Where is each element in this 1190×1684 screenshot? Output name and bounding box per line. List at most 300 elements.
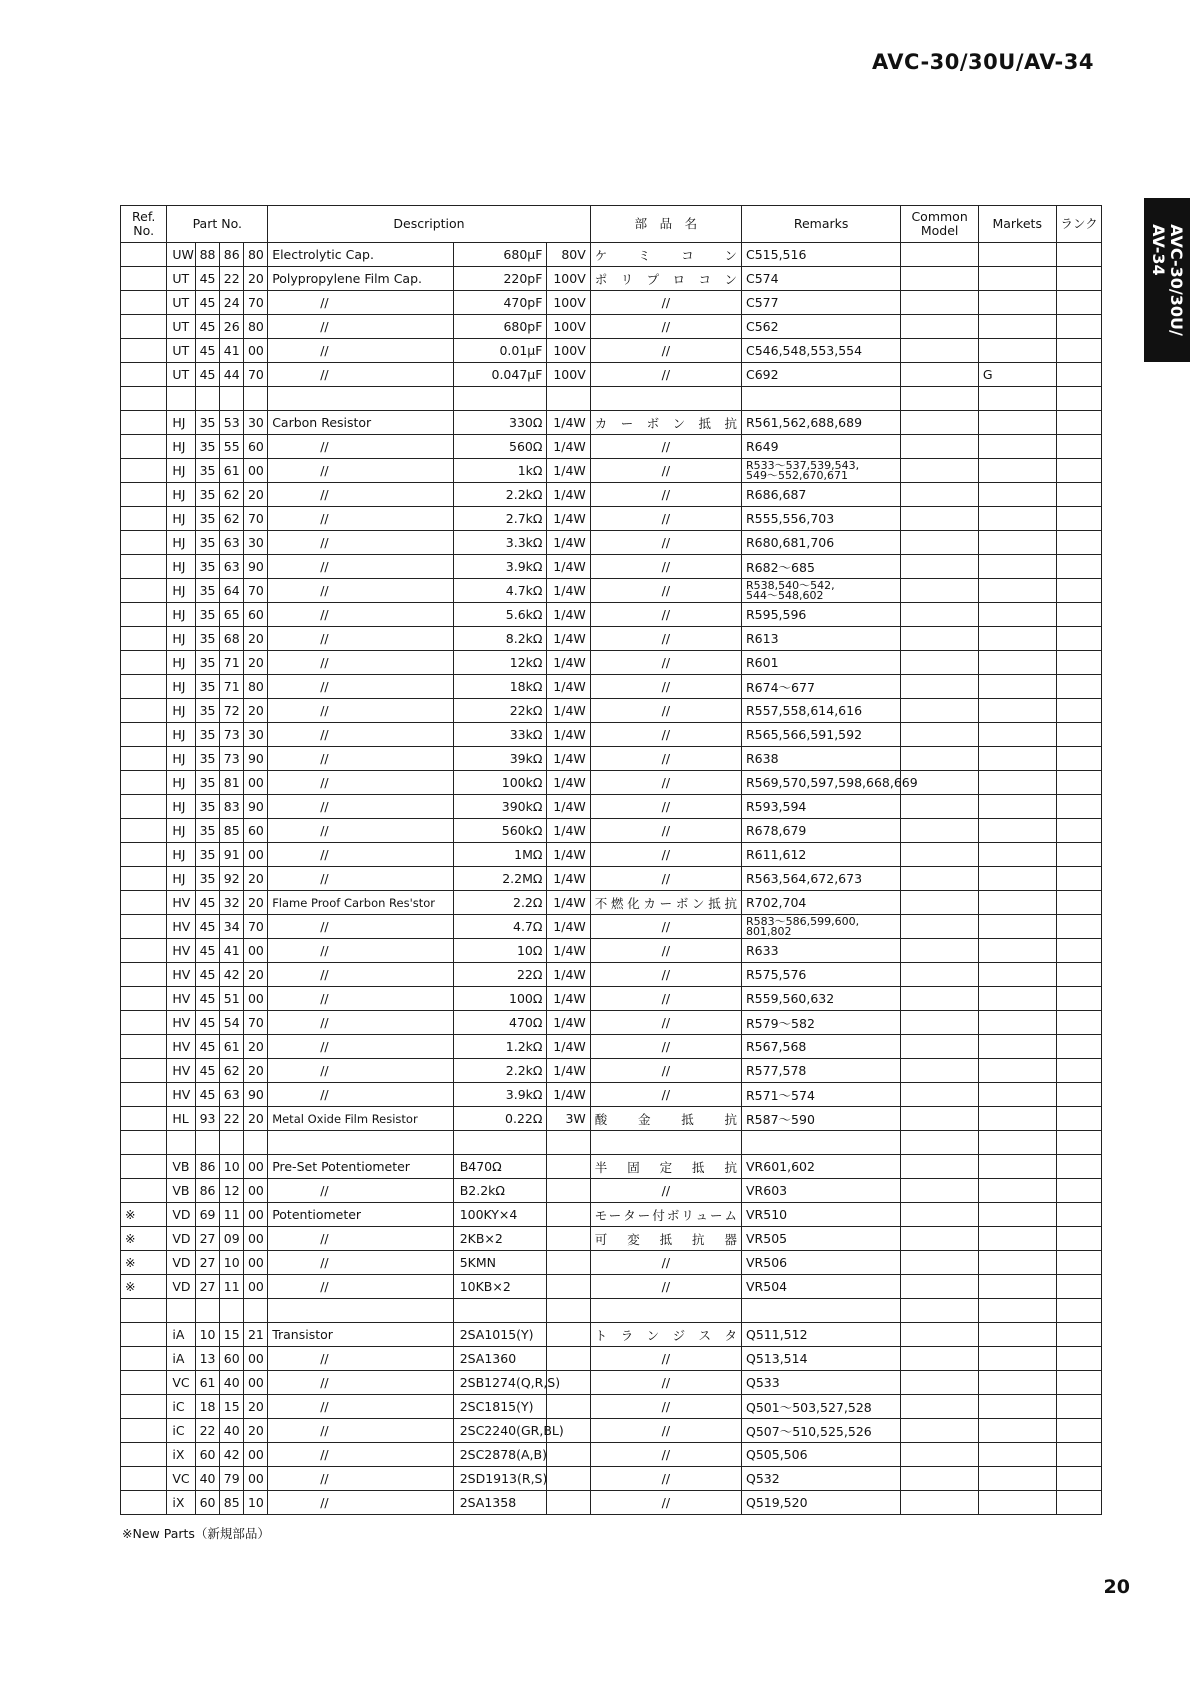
part-no-cell: 20 [243, 1107, 267, 1131]
value-cell: 470Ω [453, 1011, 547, 1035]
value-cell: 330Ω [453, 411, 547, 435]
remarks-cell [742, 315, 901, 339]
remarks-line: R569,570,597,598,668,669 [746, 775, 918, 790]
value-cell: 3.9kΩ [453, 1083, 547, 1107]
part-no-cell: 00 [243, 1371, 267, 1395]
part-no-cell: 22 [219, 1107, 243, 1131]
part-no-cell: 45 [195, 987, 219, 1011]
part-no-cell: 22 [195, 1419, 219, 1443]
description-cell: // [268, 819, 454, 843]
value-cell: 680pF [453, 315, 547, 339]
table-row [121, 363, 1102, 387]
common-model-cell [901, 723, 979, 747]
value-cell: 220pF [453, 267, 547, 291]
remarks-cell [742, 747, 901, 771]
japanese-name-cell: 半 固 定 抵 抗 [590, 1155, 741, 1179]
mkt-cell [978, 387, 1056, 411]
rank-cell [1056, 435, 1101, 459]
table-row [121, 531, 1102, 555]
part-no-cell: HJ [167, 819, 195, 843]
rating-cell [547, 1155, 590, 1179]
rank-cell [1056, 1059, 1101, 1083]
table-row [121, 867, 1102, 891]
rank-cell [1056, 1395, 1101, 1419]
part-no-cell: 20 [243, 267, 267, 291]
ref-cell [121, 435, 167, 459]
value-cell: 2SC1815(Y) [453, 1395, 547, 1419]
part-no-cell: 86 [195, 1179, 219, 1203]
markets-cell [978, 1203, 1056, 1227]
ref-cell: ※ [121, 1275, 167, 1299]
remarks-line: R563,564,672,673 [746, 871, 863, 886]
ref-cell [121, 747, 167, 771]
ref-cell [121, 1443, 167, 1467]
japanese-name-cell: 可 変 抵 抗 器 [590, 1227, 741, 1251]
common-model-cell [901, 507, 979, 531]
ref-cell [121, 1083, 167, 1107]
japanese-name-cell: // [590, 1179, 741, 1203]
markets-cell [978, 291, 1056, 315]
markets-cell [978, 243, 1056, 267]
common-model-cell [901, 1347, 979, 1371]
remarks-cell [742, 1083, 901, 1107]
common-model-cell [901, 1083, 979, 1107]
rank-cell [1056, 531, 1101, 555]
rank-cell [1056, 555, 1101, 579]
japanese-name-cell: // [590, 987, 741, 1011]
part-no-cell: UT [167, 339, 195, 363]
part-no-cell: 42 [219, 963, 243, 987]
japanese-name-cell: // [590, 1395, 741, 1419]
ref-cell [121, 387, 167, 411]
part-no-cell: 35 [195, 699, 219, 723]
part-no-cell: 93 [195, 1107, 219, 1131]
table-row [121, 1011, 1102, 1035]
remarks-line: R579～582 [746, 1015, 815, 1031]
value-cell: 2.2MΩ [453, 867, 547, 891]
table-row [121, 1107, 1102, 1131]
part-no-cell: 00 [243, 771, 267, 795]
rating-cell [547, 1323, 590, 1347]
markets-cell [978, 1275, 1056, 1299]
common-model-cell [901, 531, 979, 555]
remarks-cell [742, 819, 901, 843]
part-no-cell: 00 [243, 1347, 267, 1371]
part-no-cell: VC [167, 1467, 195, 1491]
japanese-name-cell: // [590, 699, 741, 723]
value-cell: 39kΩ [453, 747, 547, 771]
japanese-name-cell: // [590, 627, 741, 651]
part-no-cell: VC [167, 1371, 195, 1395]
remarks-cell [742, 843, 901, 867]
rating-cell: 1/4W [547, 867, 590, 891]
remarks-cell [742, 699, 901, 723]
remarks-line: R561,562,688,689 [746, 415, 863, 430]
rating-cell: 100V [547, 315, 590, 339]
part-no-cell: 45 [195, 1083, 219, 1107]
ref-cell [121, 651, 167, 675]
japanese-name-cell: // [590, 963, 741, 987]
common-model-cell [901, 315, 979, 339]
mkt-cell [978, 1131, 1056, 1155]
remarks-line: R577,578 [746, 1063, 807, 1078]
ref-cell [121, 1179, 167, 1203]
remarks-cell [742, 675, 901, 699]
markets-cell [978, 1107, 1056, 1131]
value-cell: 1MΩ [453, 843, 547, 867]
part-no-cell: HJ [167, 627, 195, 651]
japanese-name-cell: // [590, 1275, 741, 1299]
part-no-cell [195, 1299, 219, 1323]
common-model-cell [901, 267, 979, 291]
part-no-cell: HV [167, 891, 195, 915]
rating-cell: 1/4W [547, 675, 590, 699]
japanese-name-cell: // [590, 867, 741, 891]
ref-cell [121, 627, 167, 651]
ref-cell [121, 531, 167, 555]
part-no-cell: 20 [243, 1395, 267, 1419]
markets-cell [978, 987, 1056, 1011]
remarks-cell [742, 1347, 901, 1371]
rank-cell [1056, 1083, 1101, 1107]
description-cell: // [268, 1275, 454, 1299]
part-no-cell: 00 [243, 987, 267, 1011]
japanese-name-cell: // [590, 1083, 741, 1107]
rating-cell [547, 1443, 590, 1467]
description-cell: Pre-Set Potentiometer [268, 1155, 454, 1179]
remarks-cell [742, 1035, 901, 1059]
part-no-cell: VB [167, 1179, 195, 1203]
remarks-line: R567,568 [746, 1039, 807, 1054]
part-no-cell: UT [167, 267, 195, 291]
description-cell: // [268, 1251, 454, 1275]
japanese-name-cell: // [590, 603, 741, 627]
table-row [121, 1395, 1102, 1419]
common-model-cell [901, 1155, 979, 1179]
description-cell: // [268, 867, 454, 891]
common-model-cell [901, 1467, 979, 1491]
rating-cell: 1/4W [547, 555, 590, 579]
part-no-cell: 72 [219, 699, 243, 723]
markets-cell [978, 267, 1056, 291]
part-no-cell [243, 1131, 267, 1155]
common-model-cell [901, 435, 979, 459]
part-no-cell [167, 1299, 195, 1323]
ref-cell [121, 1491, 167, 1515]
part-no-cell: HJ [167, 675, 195, 699]
part-no-cell: 09 [219, 1227, 243, 1251]
value-cell: 100Ω [453, 987, 547, 1011]
remarks-line: VR506 [746, 1255, 788, 1270]
remarks-cell [742, 1227, 901, 1251]
part-no-cell: 35 [195, 723, 219, 747]
ref-cell [121, 771, 167, 795]
remarks-line: R682～685 [746, 559, 815, 575]
markets-cell [978, 1347, 1056, 1371]
common-model-cell [901, 1395, 979, 1419]
part-no-cell: HL [167, 1107, 195, 1131]
japanese-name-cell: // [590, 723, 741, 747]
part-no-cell: 70 [243, 579, 267, 603]
rating-cell: 3W [547, 1107, 590, 1131]
remarks-line: C692 [746, 367, 779, 382]
japanese-name-cell: // [590, 555, 741, 579]
value-cell: 0.22Ω [453, 1107, 547, 1131]
desc-cell [268, 1131, 454, 1155]
part-no-cell: 53 [219, 411, 243, 435]
part-no-cell [167, 387, 195, 411]
value-cell: 22Ω [453, 963, 547, 987]
part-no-cell: 10 [243, 1491, 267, 1515]
ref-cell [121, 267, 167, 291]
table-row [121, 675, 1102, 699]
part-no-cell: 12 [219, 1179, 243, 1203]
rank-cell [1056, 507, 1101, 531]
rating-cell: 1/4W [547, 819, 590, 843]
parts-table [120, 205, 1102, 1515]
part-no-cell [195, 387, 219, 411]
part-no-cell: 00 [243, 1227, 267, 1251]
side-tab [1144, 198, 1190, 362]
description-cell: // [268, 435, 454, 459]
description-cell: // [268, 363, 454, 387]
table-row [121, 795, 1102, 819]
rating-cell: 1/4W [547, 627, 590, 651]
part-no-cell: 35 [195, 507, 219, 531]
rating-cell: 1/4W [547, 771, 590, 795]
description-cell: // [268, 315, 454, 339]
rating-cell [547, 1203, 590, 1227]
description-cell: // [268, 1419, 454, 1443]
part-no-cell: 68 [219, 627, 243, 651]
rank-cell [1056, 723, 1101, 747]
markets-cell [978, 675, 1056, 699]
remarks-line: Q532 [746, 1471, 780, 1486]
markets-cell [978, 1227, 1056, 1251]
description-cell: Polypropylene Film Cap. [268, 267, 454, 291]
table-row [121, 1299, 1102, 1323]
rank-cell [1056, 987, 1101, 1011]
value-cell: 2SD1913(R,S) [453, 1467, 547, 1491]
description-cell: // [268, 1059, 454, 1083]
part-no-cell: 45 [195, 891, 219, 915]
ref-cell [121, 795, 167, 819]
rank-cell [1056, 1491, 1101, 1515]
markets-cell [978, 315, 1056, 339]
description-cell: // [268, 1371, 454, 1395]
table-row [121, 1491, 1102, 1515]
part-no-cell: 20 [243, 651, 267, 675]
description-cell: Flame Proof Carbon Res'stor [268, 891, 454, 915]
common-model-cell [901, 579, 979, 603]
remarks-line: R686,687 [746, 487, 807, 502]
remarks-cell [742, 435, 901, 459]
ref-cell [121, 1323, 167, 1347]
part-no-cell [243, 387, 267, 411]
part-no-cell: 20 [243, 699, 267, 723]
value-cell: 560Ω [453, 435, 547, 459]
part-no-cell: 51 [219, 987, 243, 1011]
table-row [121, 411, 1102, 435]
table-row [121, 1323, 1102, 1347]
rank-cell [1056, 699, 1101, 723]
description-cell: // [268, 1347, 454, 1371]
part-no-cell: 34 [219, 915, 243, 939]
remarks-cell [742, 531, 901, 555]
japanese-name-cell: // [590, 915, 741, 939]
remarks-cell [742, 1491, 901, 1515]
description-cell: // [268, 291, 454, 315]
part-no-cell: VB [167, 1155, 195, 1179]
part-no-cell: 70 [243, 915, 267, 939]
remarks-line: VR510 [746, 1207, 788, 1222]
markets-cell [978, 411, 1056, 435]
common-model-cell [901, 747, 979, 771]
value-cell: 2SB1274(Q,R,S) [453, 1371, 547, 1395]
rating-cell: 1/4W [547, 891, 590, 915]
japanese-name-cell: // [590, 363, 741, 387]
markets-cell [978, 1443, 1056, 1467]
part-no-cell: 54 [219, 1011, 243, 1035]
common-model-cell [901, 1491, 979, 1515]
markets-cell: G [978, 363, 1056, 387]
part-no-cell: 35 [195, 819, 219, 843]
table-row [121, 1035, 1102, 1059]
part-no-cell: 00 [243, 1155, 267, 1179]
rank-cell [1056, 603, 1101, 627]
part-no-cell: HJ [167, 651, 195, 675]
volt-cell [547, 1299, 590, 1323]
common-model-cell [901, 603, 979, 627]
part-no-cell: 10 [219, 1251, 243, 1275]
table-row [121, 315, 1102, 339]
part-no-cell: HV [167, 963, 195, 987]
description-cell: // [268, 651, 454, 675]
part-no-cell: 90 [243, 795, 267, 819]
rank-cell [1056, 1467, 1101, 1491]
part-no-cell: VD [167, 1227, 195, 1251]
japanese-name-cell: ト ラ ン ジ ス タ [590, 1323, 741, 1347]
rating-cell: 1/4W [547, 1083, 590, 1107]
common-cell [901, 1131, 979, 1155]
part-no-cell: 15 [219, 1323, 243, 1347]
japanese-name-cell: // [590, 579, 741, 603]
description-cell: // [268, 963, 454, 987]
part-no-cell: 00 [243, 1275, 267, 1299]
table-row [121, 1443, 1102, 1467]
jp-cell [590, 1299, 741, 1323]
remarks-line: 801,802 [746, 924, 792, 938]
ref-cell [121, 243, 167, 267]
common-model-cell [901, 987, 979, 1011]
remarks-cell [742, 579, 901, 603]
part-no-cell: 26 [219, 315, 243, 339]
part-no-cell: HJ [167, 795, 195, 819]
remarks-line: Q511,512 [746, 1327, 808, 1342]
markets-cell [978, 1419, 1056, 1443]
common-model-cell [901, 867, 979, 891]
ref-cell [121, 1155, 167, 1179]
description-cell: // [268, 675, 454, 699]
rank-cell [1056, 339, 1101, 363]
common-model-cell [901, 363, 979, 387]
remarks-line: 544～548,602 [746, 588, 824, 602]
description-cell: // [268, 483, 454, 507]
table-row [121, 819, 1102, 843]
part-no-cell: 45 [195, 339, 219, 363]
table-row [121, 1275, 1102, 1299]
part-no-cell: HJ [167, 723, 195, 747]
remarks-cell [742, 1395, 901, 1419]
rating-cell: 1/4W [547, 963, 590, 987]
part-no-cell: 20 [243, 483, 267, 507]
part-no-cell: 60 [243, 435, 267, 459]
rating-cell: 1/4W [547, 459, 590, 483]
rank-cell [1056, 1371, 1101, 1395]
rating-cell: 1/4W [547, 795, 590, 819]
japanese-name-cell: 不燃化カーボン抵抗 [590, 891, 741, 915]
jp-cell [590, 1131, 741, 1155]
remarks-cell [742, 939, 901, 963]
value-cell: 33kΩ [453, 723, 547, 747]
japanese-name-cell: // [590, 459, 741, 483]
table-row [121, 1467, 1102, 1491]
part-no-cell: 35 [195, 603, 219, 627]
part-no-cell: 85 [219, 1491, 243, 1515]
desc-cell [268, 1299, 454, 1323]
table-row [121, 915, 1102, 939]
description-cell: // [268, 699, 454, 723]
remarks-line: Q501～503,527,528 [746, 1399, 872, 1415]
common-model-cell [901, 1179, 979, 1203]
part-no-cell: 35 [195, 795, 219, 819]
remarks-line: R595,596 [746, 607, 807, 622]
description-cell: // [268, 1011, 454, 1035]
common-model-cell [901, 339, 979, 363]
rank-cell [1056, 1227, 1101, 1251]
japanese-name-cell: // [590, 939, 741, 963]
common-model-cell [901, 1011, 979, 1035]
markets-cell [978, 939, 1056, 963]
markets-cell [978, 435, 1056, 459]
description-cell: Carbon Resistor [268, 411, 454, 435]
part-no-cell: 60 [243, 603, 267, 627]
remarks-line: R678,679 [746, 823, 807, 838]
part-no-cell: UT [167, 315, 195, 339]
remarks-line: R571～574 [746, 1087, 815, 1103]
japanese-name-cell: // [590, 531, 741, 555]
ref-cell [121, 291, 167, 315]
markets-cell [978, 843, 1056, 867]
common-model-cell [901, 843, 979, 867]
part-no-cell: HJ [167, 843, 195, 867]
remarks-cell [742, 291, 901, 315]
header-remarks: Remarks [742, 206, 901, 243]
value-cell: 2.7kΩ [453, 507, 547, 531]
part-no-cell: 60 [243, 819, 267, 843]
rating-cell: 1/4W [547, 1035, 590, 1059]
part-no-cell: iX [167, 1443, 195, 1467]
remarks-line: R557,558,614,616 [746, 703, 863, 718]
rank-cell [1056, 1179, 1101, 1203]
part-no-cell: 35 [195, 651, 219, 675]
rank-cell [1056, 1299, 1101, 1323]
ref-cell [121, 315, 167, 339]
part-no-cell: VD [167, 1251, 195, 1275]
table-row [121, 1203, 1102, 1227]
rating-cell: 1/4W [547, 1059, 590, 1083]
part-no-cell: 10 [195, 1323, 219, 1347]
